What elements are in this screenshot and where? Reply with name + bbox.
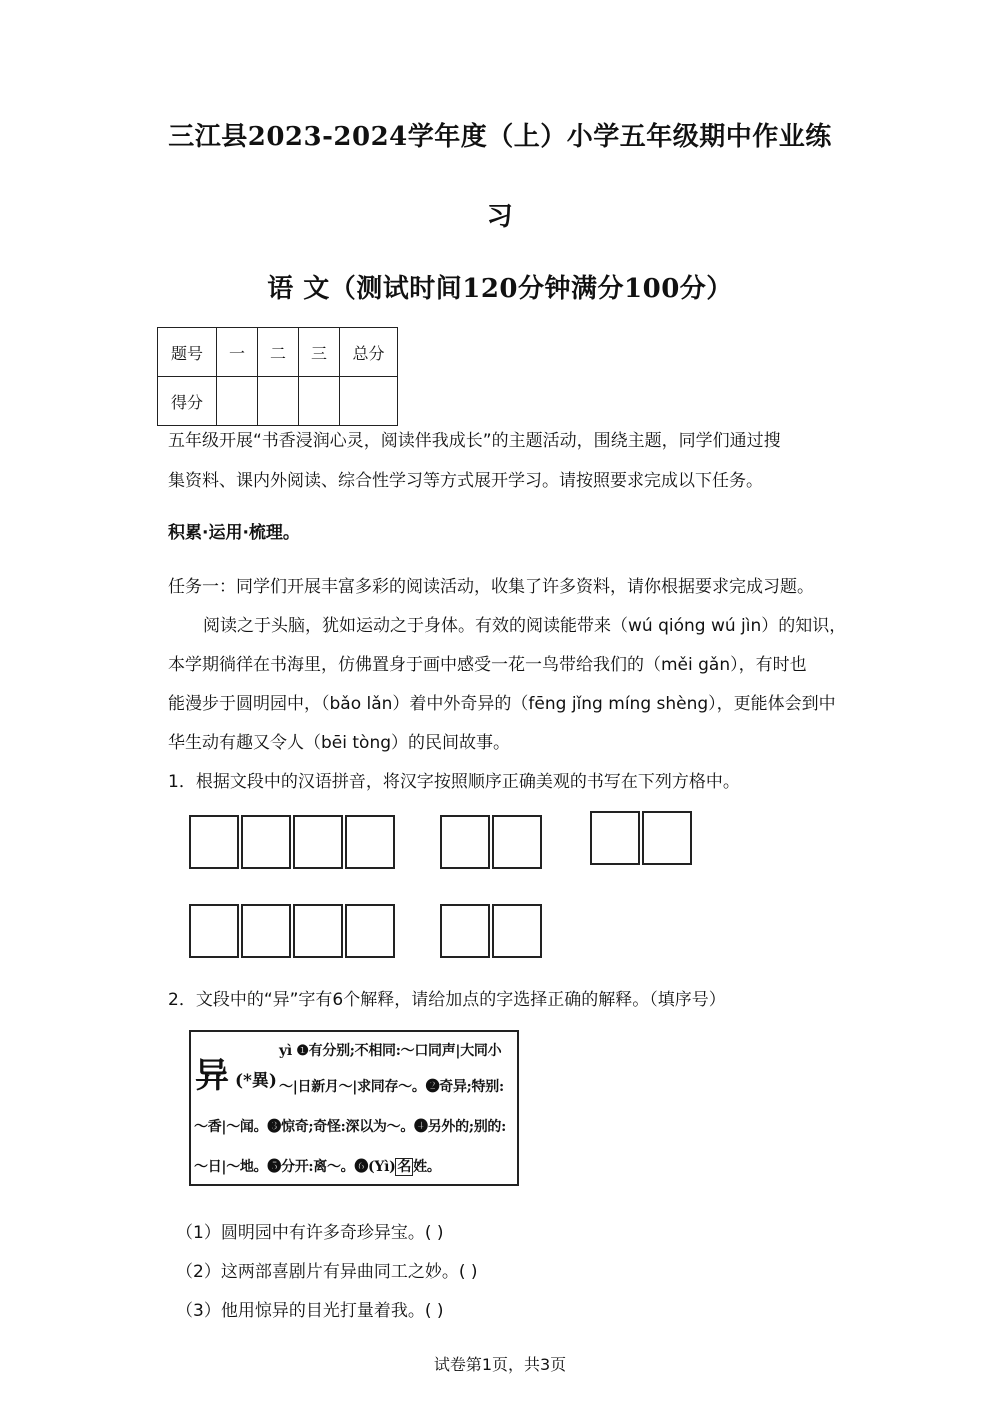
writing-cell[interactable] xyxy=(293,815,343,869)
writing-grid-3 xyxy=(590,811,694,865)
writing-cell[interactable] xyxy=(293,904,343,958)
score-header-2: 二 xyxy=(258,328,299,377)
passage-line-2: 本学期徜徉在书海里，仿佛置身于画中感受一花一鸟带给我们的（měi gǎn），有时也 xyxy=(168,655,807,675)
writing-cell[interactable] xyxy=(440,815,490,869)
writing-grid-4 xyxy=(189,904,397,958)
passage-line-3: 能漫步于圆明园中，（bǎo lǎn）着中外奇异的（fēng jǐng míng shèng），更能体会到中 xyxy=(168,694,836,714)
page-title-line1: 三江县2023-2024学年度（上）小学五年级期中作业练 xyxy=(168,122,832,152)
score-table-header-row xyxy=(158,328,398,377)
writing-cell[interactable] xyxy=(345,815,395,869)
score-table xyxy=(157,327,398,426)
writing-grid-1 xyxy=(189,815,397,869)
score-cell-3[interactable] xyxy=(299,377,340,426)
dictionary-line-3: ～香|～闻。❸惊奇;奇怪:深以为～。❹另外的;别的: xyxy=(194,1119,506,1135)
passage-line-4: 华生动有趣又令人（bēi tòng）的民间故事。 xyxy=(168,733,511,753)
writing-cell[interactable] xyxy=(241,904,291,958)
subquestion-1: （1）圆明园中有许多奇珍异宝。( ) xyxy=(176,1223,444,1243)
writing-cell[interactable] xyxy=(440,904,490,958)
question-1: 1．根据文段中的汉语拼音，将汉字按照顺序正确美观的书写在下列方格中。 xyxy=(168,772,740,792)
dictionary-line-1: yì ❶有分别;不相同:～口同声|大同小 xyxy=(279,1043,502,1059)
writing-grid-5 xyxy=(440,904,544,958)
score-header-total: 总分 xyxy=(340,328,398,377)
page-footer: 试卷第1页，共3页 xyxy=(433,1355,567,1374)
score-header-1: 一 xyxy=(217,328,258,377)
dictionary-entry-image xyxy=(189,1030,519,1186)
dictionary-boxed-char: 名 xyxy=(397,1159,412,1175)
intro-line-1: 五年级开展“书香浸润心灵，阅读伴我成长”的主题活动，围绕主题，同学们通过搜 xyxy=(168,431,781,451)
subject-subtitle: 语 文（测试时间120分钟满分100分） xyxy=(267,274,733,304)
dictionary-line-4-text: ～日|～地。❺分开:离～。❻(Yì) xyxy=(194,1159,396,1175)
section-heading: 积累·运用·梳理。 xyxy=(168,523,300,543)
dictionary-line-2: ～|日新月～|求同存～。❷奇异;特别: xyxy=(279,1079,504,1095)
intro-line-2: 集资料、课内外阅读、综合性学习等方式展开学习。请按照要求完成以下任务。 xyxy=(168,471,763,491)
writing-cell[interactable] xyxy=(492,904,542,958)
dictionary-traditional-form: (*異) xyxy=(235,1071,277,1091)
writing-cell[interactable] xyxy=(492,815,542,869)
score-cell-2[interactable] xyxy=(258,377,299,426)
page-title-line2: 习 xyxy=(486,202,514,232)
subquestion-3: （3）他用惊异的目光打量着我。( ) xyxy=(176,1301,444,1321)
writing-cell[interactable] xyxy=(345,904,395,958)
dictionary-line-4 xyxy=(194,1156,441,1176)
score-row-label: 得分 xyxy=(158,377,217,426)
writing-cell[interactable] xyxy=(642,811,692,865)
score-cell-total[interactable] xyxy=(340,377,398,426)
writing-cell[interactable] xyxy=(189,904,239,958)
score-header-3: 三 xyxy=(299,328,340,377)
task-one-text: 任务一：同学们开展丰富多彩的阅读活动，收集了许多资料，请你根据要求完成习题。 xyxy=(168,577,814,597)
score-header-label: 题号 xyxy=(158,328,217,377)
writing-cell[interactable] xyxy=(189,815,239,869)
question-2: 2．文段中的“异”字有6个解释，请给加点的字选择正确的解释。（填序号） xyxy=(168,990,726,1010)
writing-cell[interactable] xyxy=(241,815,291,869)
subquestion-2: （2）这两部喜剧片有异曲同工之妙。( ) xyxy=(176,1262,478,1282)
dictionary-line-4-end: 姓。 xyxy=(413,1159,441,1175)
score-cell-1[interactable] xyxy=(217,377,258,426)
dictionary-head-char: 异 xyxy=(195,1056,229,1096)
writing-cell[interactable] xyxy=(590,811,640,865)
passage-line-1: 阅读之于头脑，犹如运动之于身体。有效的阅读能带来（wú qióng wú jìn）的知识， xyxy=(203,616,847,636)
writing-grid-2 xyxy=(440,815,544,869)
score-table-score-row xyxy=(158,377,398,426)
